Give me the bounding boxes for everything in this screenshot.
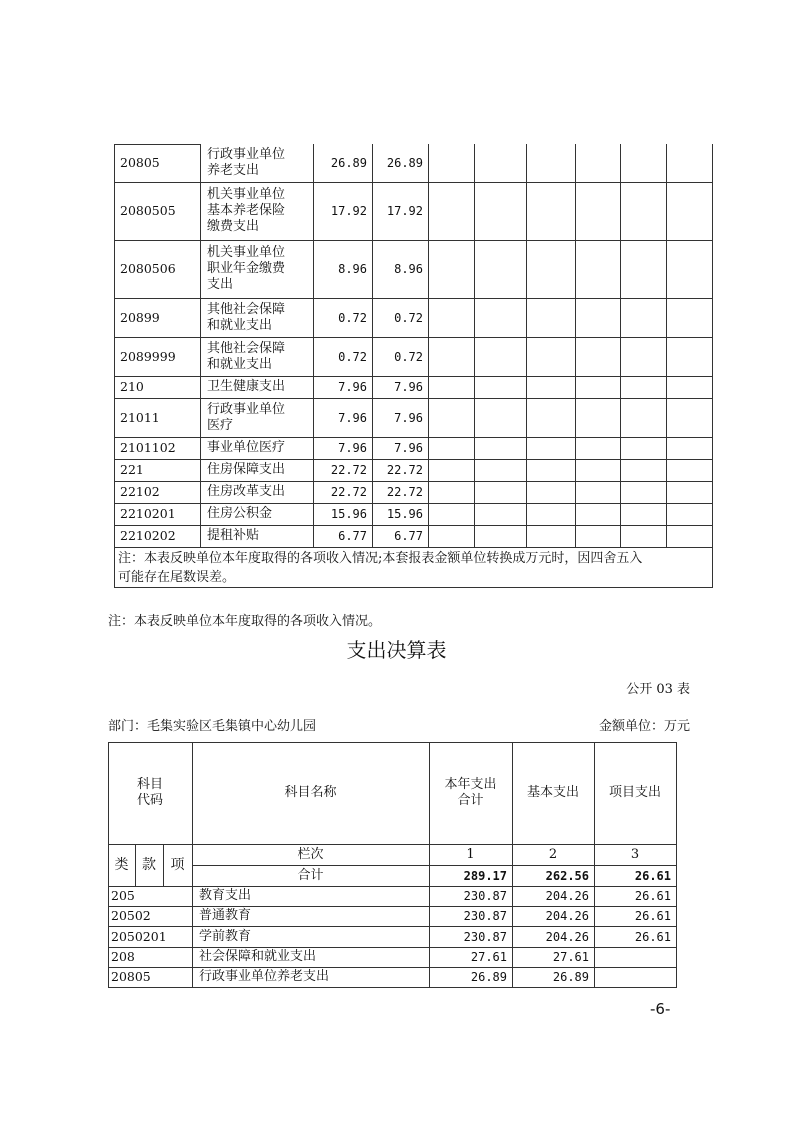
row-code: 205 bbox=[111, 888, 135, 903]
row-value-2: 17.92 bbox=[386, 204, 423, 218]
total-basic: 262.56 bbox=[545, 868, 589, 883]
note-line: 注：本表反映单位本年度取得的各项收入情况;本套报表金额单位转换成万元时，因四舍五入 bbox=[118, 550, 643, 566]
row-total: 230.87 bbox=[463, 929, 507, 944]
row-value-1: 0.72 bbox=[338, 349, 367, 364]
row-value-2: 15.96 bbox=[386, 507, 423, 521]
row-name-line: 基本养老保险 bbox=[207, 203, 286, 218]
row-code: 2050201 bbox=[111, 928, 167, 944]
row-name: 教育支出 bbox=[199, 888, 252, 903]
row-name-line: 行政事业单位 bbox=[207, 401, 286, 417]
row-code: 20899 bbox=[120, 309, 160, 325]
row-code: 20805 bbox=[120, 155, 160, 170]
row-total: 230.87 bbox=[463, 909, 507, 923]
row-name: 学前教育 bbox=[199, 928, 252, 944]
row-name-line: 提租补贴 bbox=[207, 528, 260, 543]
row-name bbox=[200, 459, 313, 481]
table-note bbox=[118, 548, 708, 587]
table-vline bbox=[676, 742, 677, 987]
row-total: 27.61 bbox=[470, 950, 507, 964]
header-code-line: 代码 bbox=[136, 793, 163, 808]
row-name-line: 和就业支出 bbox=[207, 317, 273, 333]
department-label: 部门：毛集实验区毛集镇中心幼儿园 bbox=[108, 719, 317, 734]
column-number-3: 3 bbox=[630, 846, 640, 862]
header-project: 项目支出 bbox=[608, 785, 661, 800]
row-value-1: 15.96 bbox=[330, 507, 367, 521]
row-name-line: 其他社会保障 bbox=[207, 340, 286, 356]
row-project: 26.61 bbox=[634, 929, 671, 944]
row-code: 208 bbox=[111, 949, 135, 964]
row-name-line: 行政事业单位 bbox=[207, 147, 286, 162]
outer-note: 注：本表反映单位本年度取得的各项收入情况。 bbox=[108, 614, 382, 629]
row-name bbox=[200, 298, 313, 337]
row-name-line: 和就业支出 bbox=[207, 356, 273, 372]
column-number-2: 2 bbox=[548, 846, 558, 862]
row-name-line: 其他社会保障 bbox=[207, 301, 286, 317]
row-value-2: 7.96 bbox=[394, 441, 423, 455]
form-code: 公开 03 表 bbox=[626, 682, 690, 697]
row-name bbox=[200, 376, 313, 398]
row-value-1: 0.72 bbox=[338, 310, 367, 325]
row-value-1: 6.77 bbox=[338, 529, 367, 543]
row-value-2: 7.96 bbox=[394, 380, 423, 394]
row-project: 26.61 bbox=[634, 889, 671, 903]
header-xiang: 项 bbox=[170, 857, 185, 873]
table-vline bbox=[666, 144, 667, 547]
row-name-line: 住房改革支出 bbox=[207, 484, 286, 499]
row-name bbox=[200, 144, 313, 182]
header-name: 科目名称 bbox=[284, 785, 337, 800]
table-vline bbox=[474, 144, 475, 547]
row-project bbox=[594, 967, 676, 987]
row-value-2: 0.72 bbox=[394, 310, 423, 325]
header-total-line: 合计 bbox=[457, 793, 484, 808]
row-value-1: 17.92 bbox=[330, 204, 367, 218]
table-vline bbox=[712, 144, 713, 587]
row-name-line: 医疗 bbox=[207, 417, 234, 433]
row-total: 230.87 bbox=[463, 889, 507, 903]
row-code: 2101102 bbox=[120, 440, 176, 455]
row-value-2: 7.96 bbox=[394, 410, 423, 425]
row-name-line: 事业单位医疗 bbox=[207, 440, 286, 455]
row-name-line: 住房保障支出 bbox=[207, 462, 286, 477]
header-total-line: 本年支出 bbox=[444, 777, 497, 792]
row-basic: 27.61 bbox=[552, 950, 589, 964]
row-name-line: 机关事业单位 bbox=[207, 187, 286, 202]
row-name: 普通教育 bbox=[199, 908, 252, 923]
row-name: 行政事业单位养老支出 bbox=[199, 969, 330, 984]
row-value-1: 7.96 bbox=[338, 380, 367, 394]
row-value-2: 26.89 bbox=[386, 156, 423, 170]
row-value-1: 7.96 bbox=[338, 441, 367, 455]
row-basic: 204.26 bbox=[545, 909, 589, 923]
table-vline bbox=[575, 144, 576, 547]
row-value-1: 22.72 bbox=[330, 485, 367, 499]
row-name bbox=[200, 525, 313, 547]
header-heji: 合计 bbox=[297, 867, 324, 883]
row-name bbox=[200, 503, 313, 525]
row-basic: 26.89 bbox=[552, 970, 589, 984]
header-lei: 类 bbox=[114, 857, 129, 873]
table-hline bbox=[108, 987, 677, 988]
row-project: 26.61 bbox=[634, 909, 671, 923]
row-basic: 204.26 bbox=[545, 929, 589, 944]
row-value-1: 26.89 bbox=[330, 156, 367, 170]
row-value-2: 0.72 bbox=[394, 349, 423, 364]
total-project: 26.61 bbox=[634, 868, 671, 883]
row-code: 21011 bbox=[120, 409, 160, 425]
row-code: 2080506 bbox=[120, 261, 176, 276]
row-name bbox=[200, 240, 313, 298]
table-vline bbox=[428, 144, 429, 547]
note-line: 可能存在尾数误差。 bbox=[118, 569, 236, 585]
header-total bbox=[429, 742, 512, 844]
row-name-line: 住房公积金 bbox=[207, 506, 273, 521]
row-project bbox=[594, 947, 676, 967]
row-name-line: 缴费支出 bbox=[207, 219, 260, 234]
row-name-line: 养老支出 bbox=[207, 163, 260, 178]
page-number: -6- bbox=[650, 1000, 671, 1018]
table-vline bbox=[620, 144, 621, 547]
header-code bbox=[108, 742, 192, 844]
row-code: 20502 bbox=[111, 908, 151, 923]
row-name-line: 机关事业单位 bbox=[207, 245, 286, 260]
row-code: 2210202 bbox=[120, 528, 176, 543]
row-basic: 204.26 bbox=[545, 889, 589, 903]
header-code-line: 科目 bbox=[136, 777, 163, 792]
table-vline bbox=[526, 144, 527, 547]
row-total: 26.89 bbox=[470, 970, 507, 984]
row-name bbox=[200, 398, 313, 437]
row-code: 2210201 bbox=[120, 506, 176, 521]
section-title: 支出决算表 bbox=[346, 638, 447, 662]
row-value-2: 8.96 bbox=[394, 262, 423, 276]
row-value-1: 22.72 bbox=[330, 463, 367, 477]
row-value-2: 22.72 bbox=[386, 485, 423, 499]
row-name: 社会保障和就业支出 bbox=[199, 949, 317, 964]
row-code: 22102 bbox=[120, 484, 160, 499]
row-value-2: 6.77 bbox=[394, 529, 423, 543]
row-code: 221 bbox=[120, 462, 144, 477]
row-name bbox=[200, 437, 313, 459]
row-value-1: 7.96 bbox=[338, 410, 367, 425]
total-amount: 289.17 bbox=[463, 868, 507, 883]
row-code: 2080505 bbox=[120, 203, 176, 218]
row-name-line: 支出 bbox=[207, 277, 234, 292]
row-code: 20805 bbox=[111, 969, 151, 984]
header-basic: 基本支出 bbox=[526, 785, 579, 800]
row-name bbox=[200, 182, 313, 240]
row-name bbox=[200, 337, 313, 376]
row-code: 210 bbox=[120, 379, 144, 394]
row-value-2: 22.72 bbox=[386, 463, 423, 477]
row-value-1: 8.96 bbox=[338, 262, 367, 276]
row-name-line: 职业年金缴费 bbox=[207, 261, 286, 276]
column-number-1: 1 bbox=[466, 846, 475, 862]
row-name-line: 卫生健康支出 bbox=[207, 379, 286, 394]
row-name bbox=[200, 481, 313, 503]
unit-label: 金额单位：万元 bbox=[598, 719, 690, 734]
header-kuan: 款 bbox=[142, 857, 156, 873]
header-lanci: 栏次 bbox=[297, 846, 324, 862]
table-hline bbox=[114, 587, 713, 588]
row-code: 2089999 bbox=[120, 348, 176, 364]
